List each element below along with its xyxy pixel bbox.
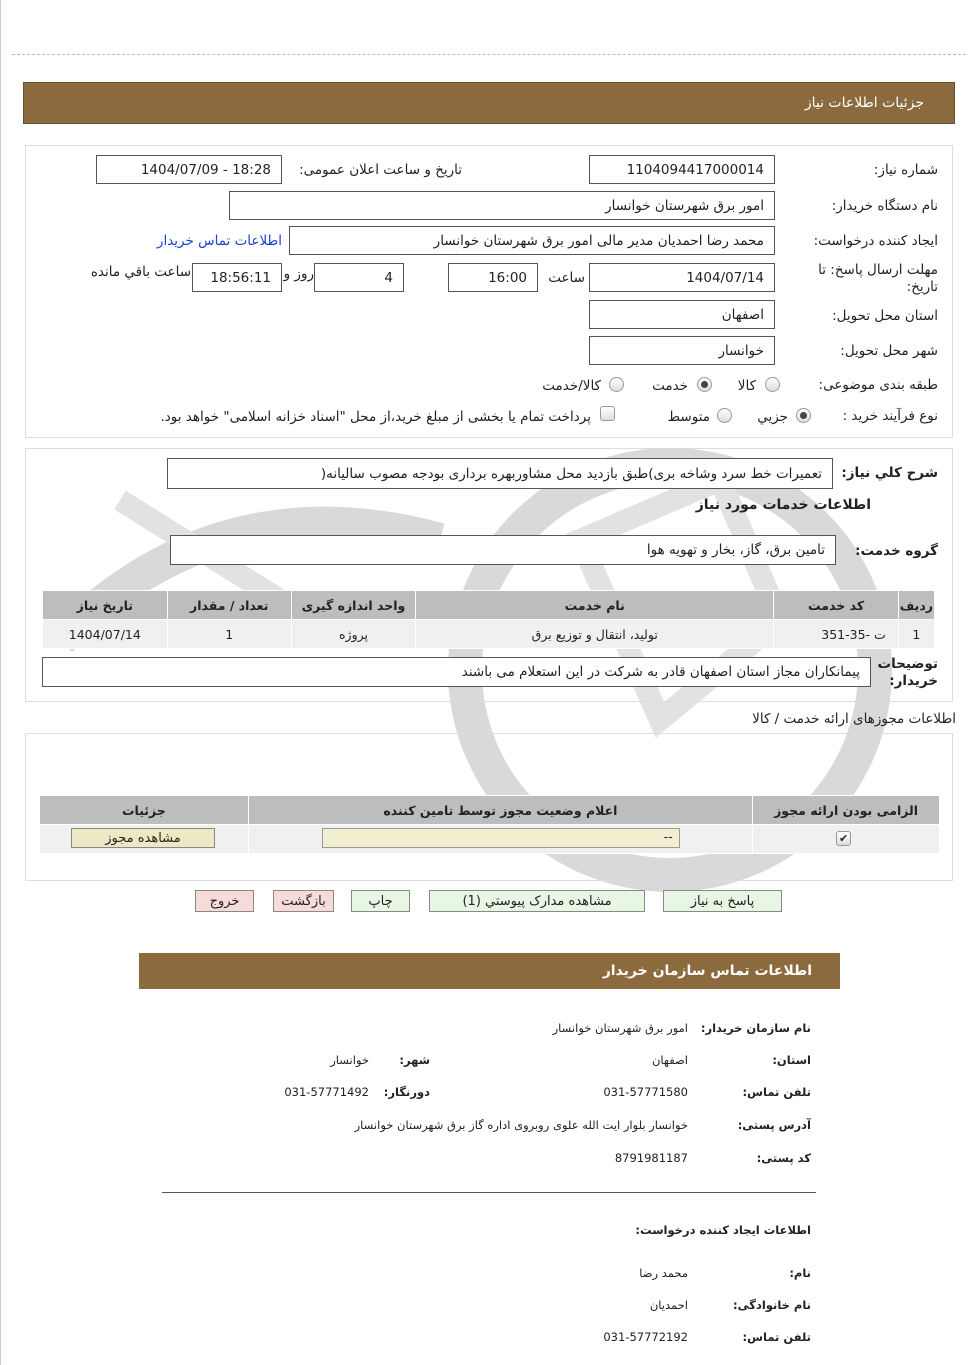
creator-family-label: نام خانوادگی:: [733, 1298, 811, 1312]
announce-datetime-value: 1404/07/09 - 18:28: [140, 161, 271, 178]
permit-status-input[interactable]: --: [322, 828, 680, 848]
service-group-label: گروه خدمت:: [855, 543, 938, 559]
contact-phone-label: تلفن تماس:: [742, 1085, 811, 1099]
contact-province-value: اصفهان: [651, 1053, 688, 1067]
category-label: طبقه بندی موضوعی:: [818, 377, 938, 393]
remaining-time-field: [192, 263, 282, 292]
contact-fax-value: 031-57771492: [284, 1085, 369, 1099]
contact-postal-value: 8791981187: [614, 1151, 688, 1165]
category-goods-label: کالا: [737, 378, 756, 394]
deadline-time-label: ساعت: [548, 270, 585, 286]
creator-name-label: نام:: [789, 1266, 811, 1280]
permit-required-checkbox: ✔: [836, 831, 851, 846]
buyer-contact-link[interactable]: اطلاعات تماس خریدار: [156, 233, 282, 249]
purchase-type-label: نوع فرآیند خرید :: [842, 408, 938, 424]
contact-header: [139, 953, 840, 989]
service-name: تولید، انتقال و توزیع برق: [416, 620, 774, 649]
permit-required-header: الزامی بودن ارائه مجوز: [753, 796, 940, 825]
treasury-payment-checkbox[interactable]: [600, 406, 615, 421]
service-date: 1404/07/14: [43, 620, 168, 649]
top-dotted-divider: [12, 54, 966, 55]
contact-province-label: استان:: [772, 1053, 811, 1067]
category-goods-service-label: کالا/خدمت: [542, 378, 601, 394]
general-desc-label: شرح کلي نياز:: [841, 465, 938, 481]
requester-label: ایجاد کننده درخواست:: [813, 233, 938, 249]
need-number-label: شماره نیاز:: [873, 162, 938, 178]
contact-address-value: خوانسار بلوار ایت الله علوی روبروی اداره گاز برق شهرستان خوانسار: [354, 1118, 688, 1132]
col-date-header: تاریخ نیاز: [43, 591, 168, 620]
buyer-org-field: [229, 191, 775, 220]
table-row: [43, 620, 935, 649]
city-value: خوانسار: [718, 342, 764, 359]
days-label: روز و: [283, 266, 314, 282]
creator-phone-label: تلفن تماس:: [742, 1330, 811, 1344]
contact-title: اطلاعات تماس سازمان خریدار: [602, 963, 812, 979]
permits-table: [39, 795, 940, 854]
permits-section-title: اطلاعات مجوزهای ارائه خدمت / کالا: [752, 711, 956, 727]
province-label: استان محل تحویل:: [832, 308, 938, 324]
exit-button[interactable]: خروج: [195, 890, 254, 912]
contact-phone-value: 031-57771580: [603, 1085, 688, 1099]
row-number: 1: [898, 620, 934, 649]
permit-status-cell: [248, 825, 752, 854]
treasury-payment-note: پرداخت تمام یا بخشی از مبلغ خرید،از محل "اسناد خزانه اسلامی" خواهد بود.: [160, 409, 591, 425]
category-service-label: خدمت: [652, 378, 688, 394]
col-code-header: کد خدمت: [774, 591, 898, 620]
services-table: [42, 590, 935, 649]
announce-datetime-label: تاریخ و ساعت اعلان عمومی:: [299, 162, 462, 178]
reply-button[interactable]: پاسخ به نیاز: [663, 890, 782, 912]
attachments-button[interactable]: مشاهده مدارک پیوستي (1): [429, 890, 645, 912]
creator-name-value: محمد رضا: [639, 1266, 688, 1280]
remaining-label: ساعت باقي مانده: [90, 264, 191, 280]
service-group-field: [170, 535, 836, 565]
remaining-time-value: 18:56:11: [210, 269, 271, 286]
city-label: شهر محل تحویل:: [840, 343, 938, 359]
category-service-radio[interactable]: [697, 377, 712, 392]
permit-details-cell: [40, 825, 249, 854]
permit-status-header: اعلام وضعیت مجوز توسط تامین کننده: [248, 796, 752, 825]
service-qty: 1: [167, 620, 291, 649]
province-field: [589, 300, 775, 329]
announce-datetime-field: [96, 155, 282, 184]
need-number-field: [589, 155, 775, 184]
buyer-notes-value: پیمانکاران مجاز استان اصفهان قادر به شرکت در این استعلام می باشند: [461, 664, 860, 680]
contact-org-value: امور برق شهرستان خوانسار: [552, 1021, 688, 1035]
general-desc-value: تعمیرات خط سرد وشاخه بری)طبق بازدید محل مشاوربهره برداری بودجه مصوب سالیانه(: [320, 465, 822, 482]
purchase-medium-radio[interactable]: [717, 408, 732, 423]
service-code: ت -35-351: [774, 620, 898, 649]
page-title: جزئیات اطلاعات نیاز: [804, 95, 924, 111]
view-permit-button[interactable]: مشاهده مجوز: [71, 828, 215, 848]
need-number-value: 1104094417000014: [626, 161, 764, 178]
category-goods-radio[interactable]: [765, 377, 780, 392]
services-section-title: اطلاعات خدمات مورد نیاز: [695, 497, 871, 513]
contact-city-label: شهر:: [399, 1053, 430, 1067]
deadline-date-value: 1404/07/14: [686, 269, 764, 286]
contact-city-value: خوانسار: [330, 1053, 369, 1067]
table-row: [40, 825, 940, 854]
deadline-time-value: 16:00: [488, 269, 527, 286]
contact-postal-label: کد پستی:: [756, 1151, 811, 1165]
buyer-org-label: نام دستگاه خریدار:: [831, 198, 938, 214]
province-value: اصفهان: [721, 306, 764, 323]
col-row-header: رديف: [898, 591, 934, 620]
deadline-date-field: [589, 263, 775, 292]
purchase-medium-label: متوسط: [667, 409, 710, 425]
print-button[interactable]: چاپ: [351, 890, 410, 912]
deadline-days-field: [314, 263, 404, 292]
purchase-minor-radio[interactable]: [796, 408, 811, 423]
left-border-line: [0, 0, 1, 1365]
contact-divider: [162, 1192, 816, 1193]
deadline-label: مهلت ارسال پاسخ: تا تاریخ:: [818, 262, 938, 295]
purchase-minor-label: جزيي: [757, 409, 788, 425]
contact-address-label: آدرس پستی:: [737, 1118, 811, 1132]
col-unit-header: واحد اندازه گیری: [291, 591, 415, 620]
city-field: [589, 336, 775, 365]
creator-section-title: اطلاعات ایجاد کننده درخواست:: [635, 1223, 811, 1237]
permit-details-header: جزئیات: [40, 796, 249, 825]
service-unit: پروژه: [291, 620, 415, 649]
contact-fax-label: دورنگار:: [383, 1085, 430, 1099]
category-goods-service-radio[interactable]: [609, 377, 624, 392]
creator-phone-value: 031-57772192: [603, 1330, 688, 1344]
buyer-notes-label: توضیحات خریدار:: [877, 656, 938, 689]
service-group-value: تامین برق، گاز، بخار و تهویه هوا: [646, 542, 825, 558]
deadline-days-value: 4: [384, 269, 393, 286]
creator-family-value: احمدیان: [649, 1298, 688, 1312]
requester-value: محمد رضا احمدیان مدیر مالی امور برق شهرستان خوانسار: [433, 232, 764, 249]
requester-field: [289, 226, 775, 255]
contact-org-label: نام سازمان خریدار:: [700, 1021, 811, 1035]
general-desc-field: [167, 458, 833, 489]
col-name-header: نام خدمت: [416, 591, 774, 620]
buyer-org-value: امور برق شهرستان خوانسار: [605, 197, 764, 214]
deadline-time-field: [448, 263, 538, 292]
permit-required-cell: [753, 825, 940, 854]
col-qty-header: تعداد / مقدار: [167, 591, 291, 620]
buyer-notes-field: [42, 657, 871, 687]
back-button[interactable]: بازگشت: [273, 890, 334, 912]
page-header: [23, 82, 955, 124]
